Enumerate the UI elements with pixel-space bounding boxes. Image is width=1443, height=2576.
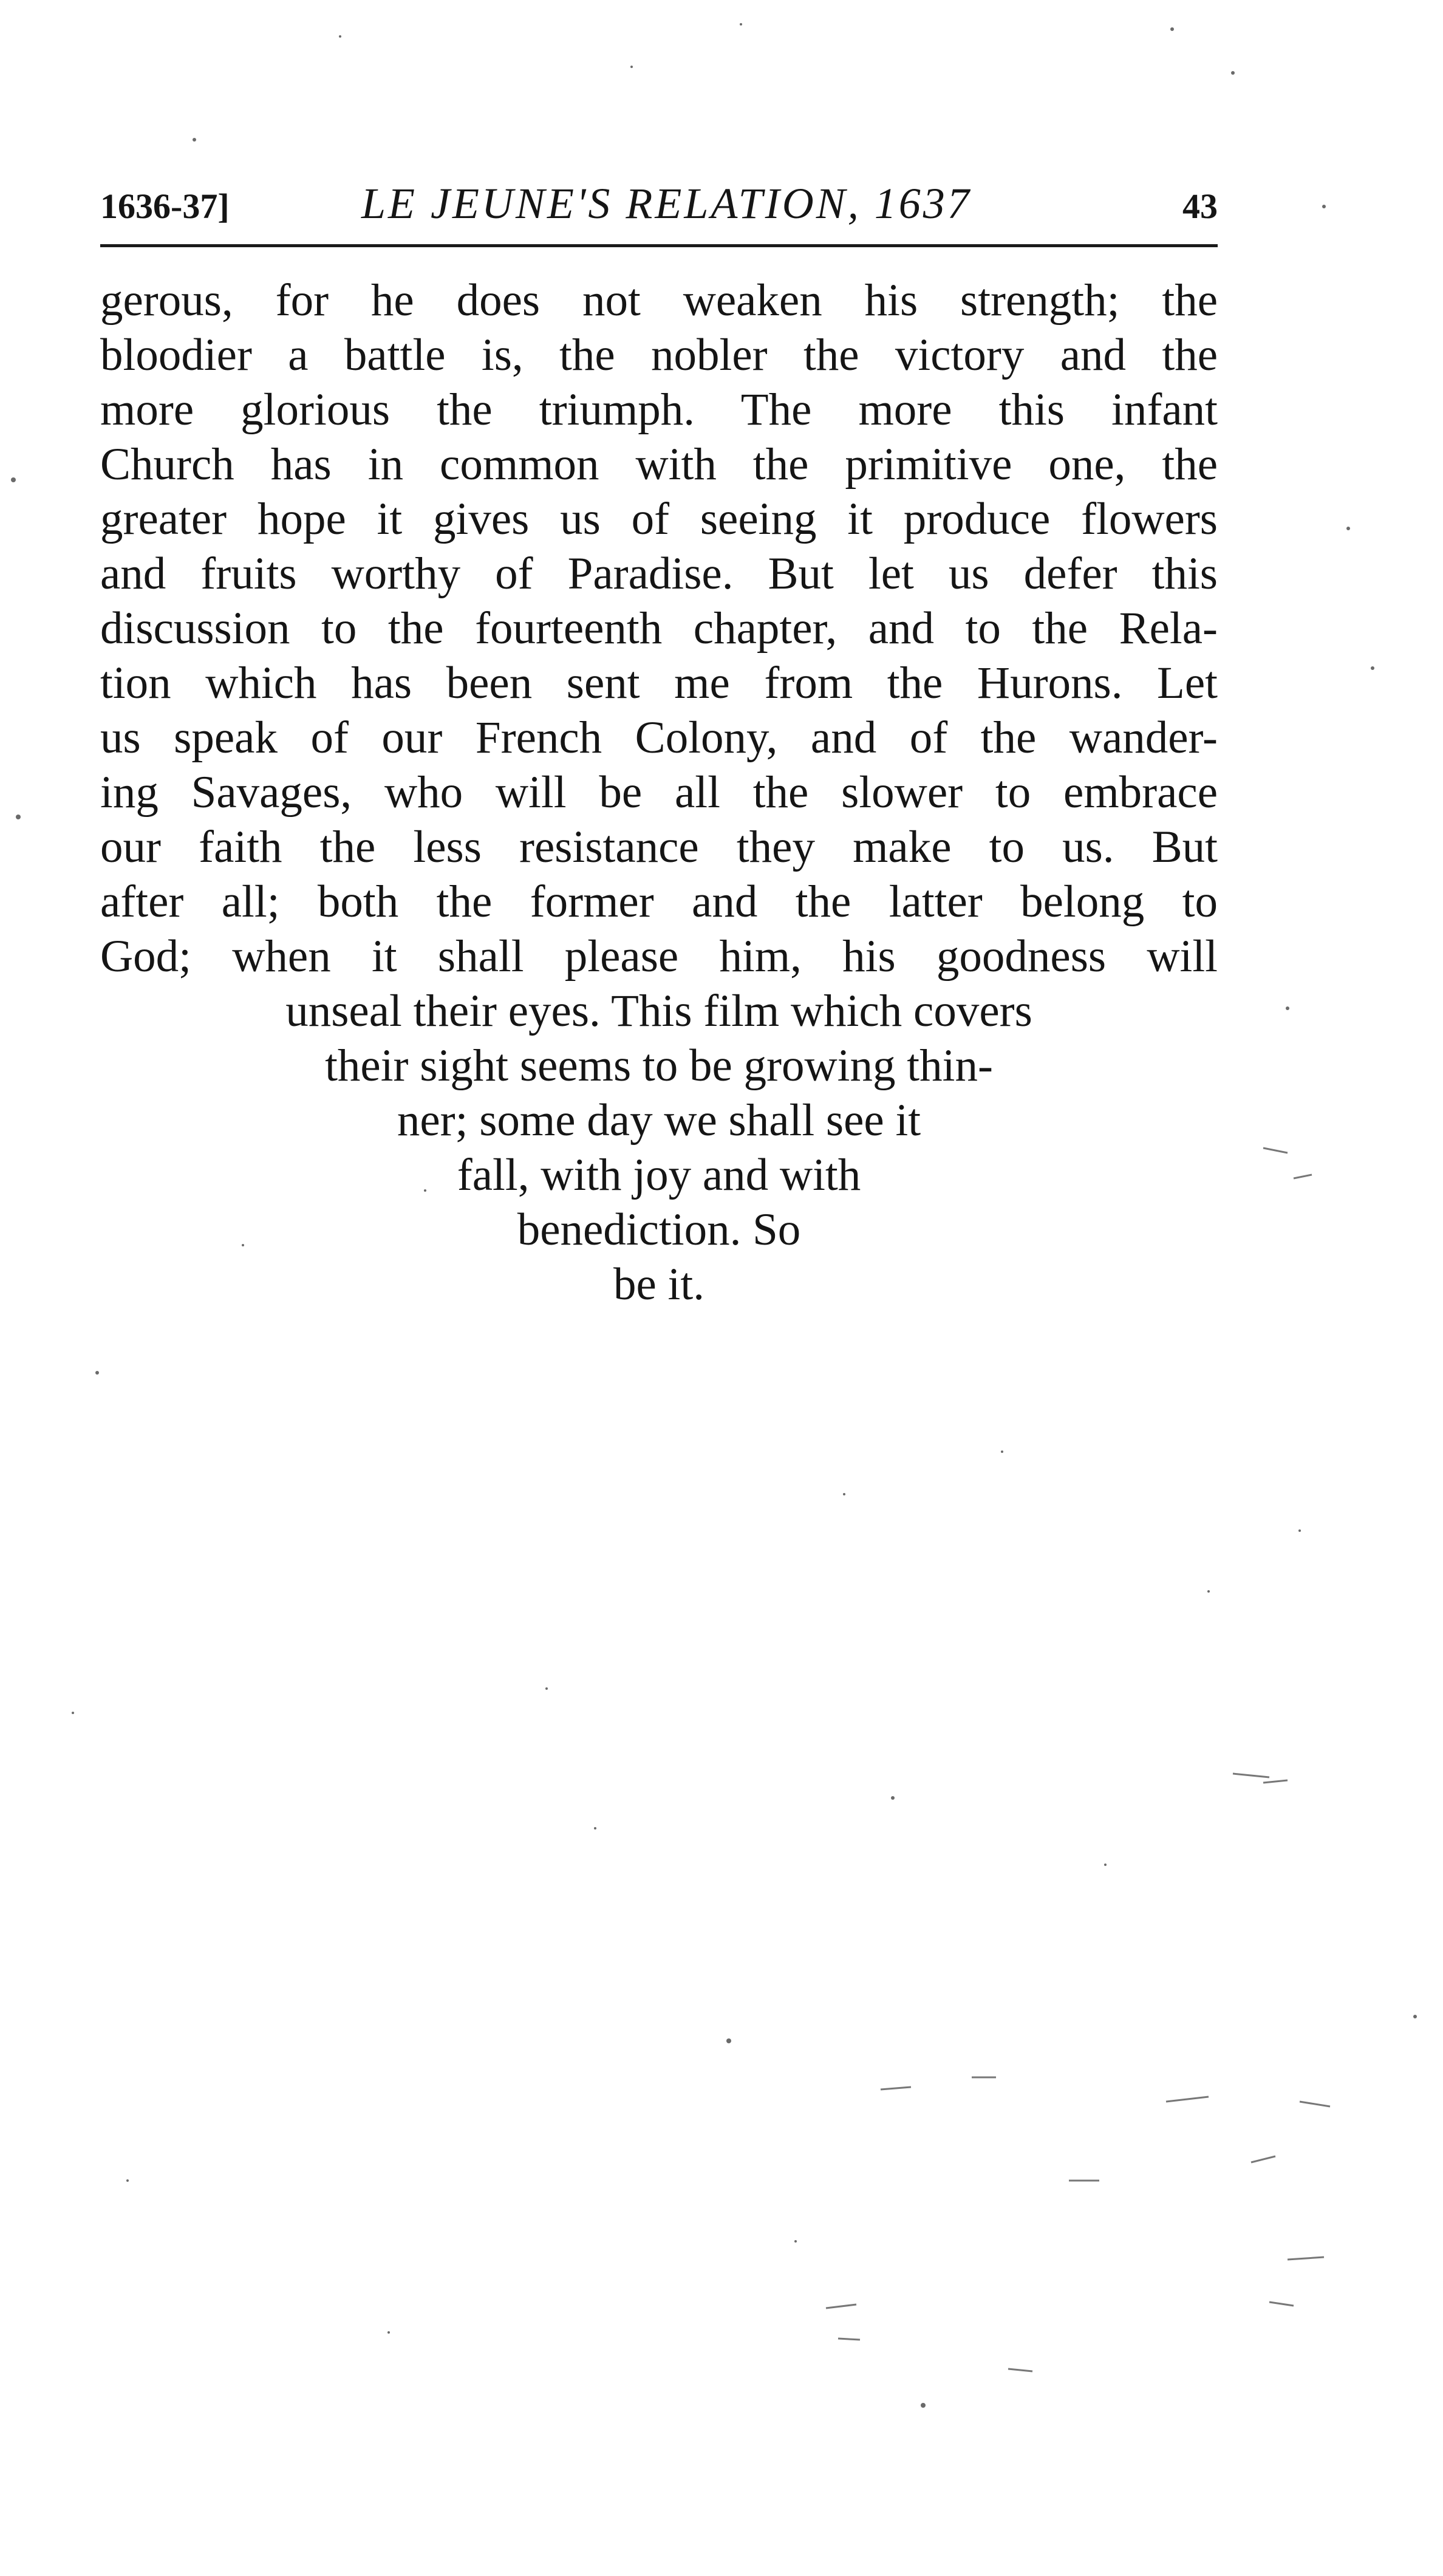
tapered-line: their sight seems to be growing thin- — [325, 1040, 993, 1091]
text-line: and fruits worthy of Paradise. But let us defer this — [100, 548, 1218, 599]
header-rule — [100, 244, 1218, 247]
tapered-line: unseal their eyes. This film which covers — [285, 986, 1032, 1036]
text-line: us speak of our French Colony, and of the wander- — [100, 712, 1218, 763]
tapered-line: be it. — [613, 1259, 704, 1310]
page-body — [100, 273, 1218, 1312]
text-line: God; when it shall please him, his goodness will — [100, 931, 1218, 982]
text-line: Church has in common with the primitive one, the — [100, 439, 1218, 490]
text-line: discussion to the fourteenth chapter, and to the Rela- — [100, 603, 1218, 654]
text-line: more glorious the triumph. The more this infant — [100, 384, 1218, 435]
text-line: greater hope it gives us of seeing it produce flowers — [100, 494, 1218, 544]
tapered-line: ner; some day we shall see it — [397, 1095, 921, 1146]
text-line: bloodier a battle is, the nobler the victory and the — [100, 330, 1218, 380]
text-line: ing Savages, who will be all the slower to embrace — [100, 767, 1218, 818]
text-line: tion which has been sent me from the Hurons. Let — [100, 658, 1218, 708]
text-line: our faith the less resistance they make to us. But — [100, 822, 1218, 872]
header-date-range: 1636-37] — [100, 186, 230, 226]
tapered-line: fall, with joy and with — [457, 1150, 861, 1200]
header-running-title: LE JEUNE'S RELATION, 1637 — [361, 179, 972, 228]
text-line: gerous, for he does not weaken his strength; the — [100, 275, 1218, 326]
tapered-line: benediction. So — [517, 1204, 801, 1255]
text-line: after all; both the former and the latter belong to — [100, 876, 1218, 927]
page-number: 43 — [1182, 186, 1218, 226]
running-header — [100, 174, 1218, 228]
